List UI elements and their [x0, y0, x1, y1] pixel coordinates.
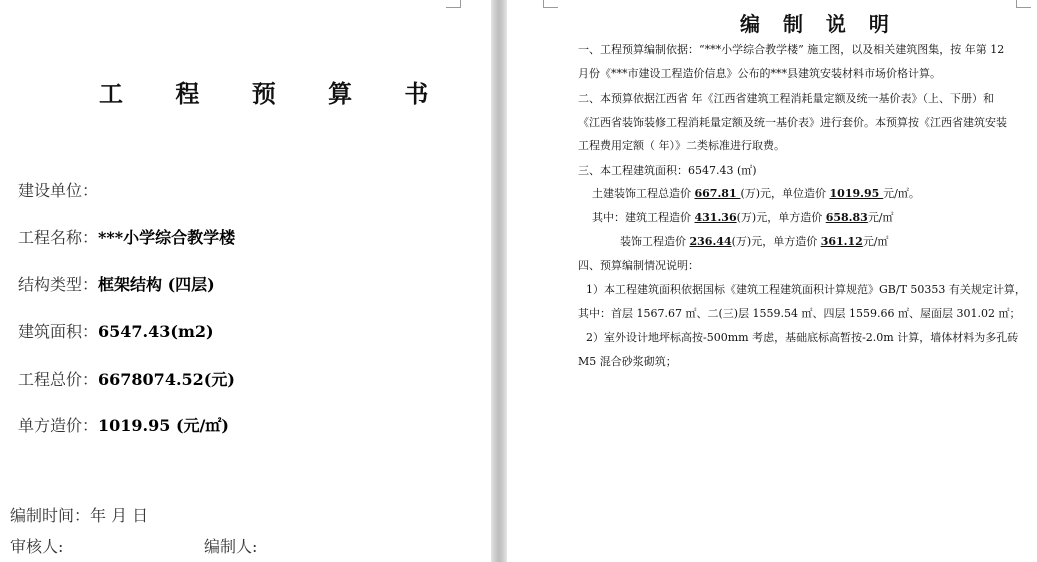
para-4-heading: 四、预算编制情况说明： — [578, 259, 699, 272]
reviewer-label: 审核人: — [10, 537, 64, 556]
building-cost-label: 其中：建筑工程造价 — [592, 211, 695, 224]
field-label: 工程总价： — [18, 370, 99, 389]
para-4-item-2-line-2: M5 混合砂浆砌筑； — [578, 355, 677, 368]
para-3-area: 三、本工程建筑面积：6547.43 (㎡) — [578, 164, 757, 177]
field-total-price — [18, 367, 235, 390]
total-cost-value: 667.81 — [694, 187, 741, 200]
field-label: 单方造价： — [18, 416, 99, 435]
field-value: 6678074.52(元) — [98, 370, 235, 389]
para-3-total-cost — [592, 187, 920, 201]
field-building-area — [18, 319, 214, 342]
total-cost-mid: (万)元，单位造价 — [740, 187, 830, 200]
author-label: 编制人: — [204, 537, 258, 556]
cover-page — [0, 0, 491, 562]
crop-mark — [1016, 0, 1031, 8]
para-4-item-1-line-1: 1）本工程建筑面积依据国标《建筑工程建筑面积计算规范》GB/T 50353 有关规定计算， — [586, 283, 1026, 296]
field-label: 工程名称： — [18, 228, 99, 247]
para-2-line-1: 二、本预算依据江西省 年《江西省建筑工程消耗量定额及统一基价表》（上、下册）和 — [578, 92, 994, 105]
building-cost-mid: (万)元，单方造价 — [736, 211, 826, 224]
page-gutter — [491, 0, 507, 562]
decoration-cost-unit: 元/㎡ — [862, 235, 889, 248]
para-3-building-cost — [592, 211, 894, 225]
explanation-title: 编 制 说 明 — [740, 12, 897, 36]
building-cost-unit: 元/㎡ — [867, 211, 894, 224]
para-1-line-2: 月份《***市建设工程造价信息》公布的***县建筑安装材料市场价格计算。 — [578, 67, 941, 80]
para-2-line-2: 《江西省装饰装修工程消耗量定额及统一基价表》进行套价。本预算按《江西省建筑安装 — [578, 116, 1007, 129]
field-label: 结构类型： — [18, 275, 99, 294]
field-label: 建设单位： — [18, 181, 99, 200]
crop-mark — [446, 0, 461, 8]
total-cost-label: 土建装饰工程总造价 — [592, 187, 695, 200]
para-3-decoration-cost — [620, 235, 889, 249]
para-2-line-3: 工程费用定额（ 年）》二类标准进行取费。 — [578, 139, 785, 152]
decoration-cost-mid: (万)元，单方造价 — [731, 235, 821, 248]
field-value: 1019.95 (元/㎡) — [98, 416, 229, 435]
field-value: 6547.43(m2) — [98, 322, 214, 341]
field-label: 建筑面积： — [18, 322, 99, 341]
field-unit-price — [18, 413, 229, 436]
total-unit-price: 1019.95 — [829, 187, 884, 200]
field-construction-unit — [18, 178, 98, 201]
field-project-name — [18, 225, 235, 248]
para-4-item-1-line-2: 其中：首层 1567.67 ㎡、二(三)层 1559.54 ㎡、四层 1559.66 ㎡、屋面层 301.02 ㎡； — [578, 307, 1021, 320]
compile-date: 编制时间：年 月 日 — [10, 506, 149, 525]
building-cost-value: 431.36 — [694, 211, 737, 224]
para-1-line-1: 一、工程预算编制依据：“***小学综合教学楼” 施工图，以及相关建筑图集，按 年第 12 — [578, 43, 1005, 56]
building-unit-price: 658.83 — [825, 211, 868, 224]
crop-mark — [543, 0, 558, 8]
field-value: ***小学综合教学楼 — [98, 228, 236, 247]
field-structure-type — [18, 272, 215, 295]
decoration-cost-value: 236.44 — [689, 235, 732, 248]
para-4-item-2-line-1: 2）室外设计地坪标高按-500mm 考虑，基础底标高暂按-2.0m 计算，墙体材料为多孔砖 — [586, 331, 1019, 344]
explanation-page — [507, 0, 1037, 562]
decoration-unit-price: 361.12 — [820, 235, 863, 248]
document-title: 工 程 预 算 书 — [99, 79, 451, 108]
total-cost-unit: 元/㎡。 — [883, 187, 920, 200]
decoration-cost-label: 装饰工程造价 — [620, 235, 690, 248]
field-value: 框架结构 (四层) — [98, 275, 215, 294]
